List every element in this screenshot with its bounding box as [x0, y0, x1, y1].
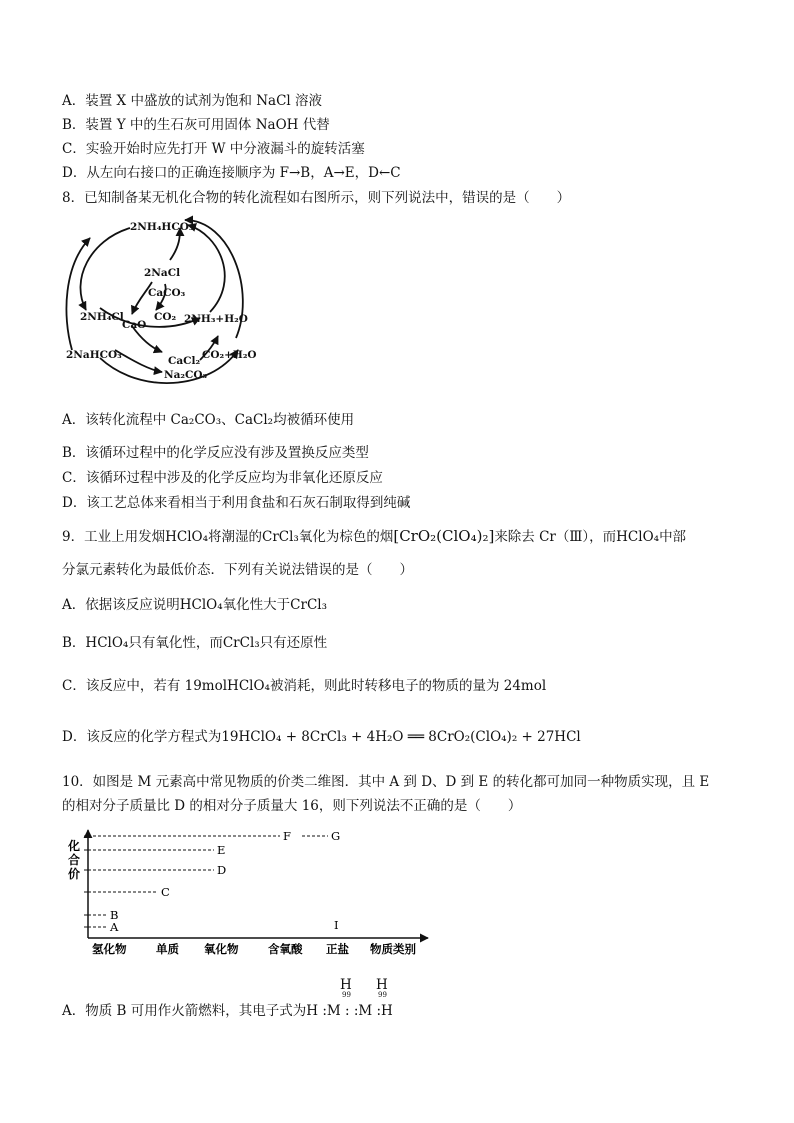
point-d: D [217, 863, 227, 877]
q10-stem-line2: 的相对分子质量比 D 的相对分子质量大 16，则下列说法不正确的是（ ） [62, 798, 522, 814]
label-na2co3: Na₂CO₃ [164, 369, 208, 381]
label-2nacl: 2NaCl [144, 267, 181, 279]
electron-formula-dots-1: 99 [342, 991, 351, 999]
q9-option-a: A．依据该反应说明HClO₄氧化性大于CrCl₃ [62, 597, 327, 613]
electron-formula-h-top-2: H [376, 977, 388, 993]
category-element: 单质 [156, 942, 179, 956]
electron-formula-h-top-1: H [340, 977, 352, 993]
arrow-nahco3-to-na2co3 [115, 350, 162, 372]
arrow-loop-outer [66, 238, 90, 350]
category-axis-title: 物质类别 [370, 942, 416, 956]
q9-option-c: C．该反应中，若有 19molHClO₄被消耗，则此时转移电子的物质的量为 24mol [62, 678, 547, 694]
arrow-nh3-to-nh4hco3 [188, 225, 225, 312]
point-b: B [110, 908, 119, 922]
q7-option-c: C．实验开始时应先打开 W 中分液漏斗的旋转活塞 [62, 141, 365, 157]
q8-option-a: A．该转化流程中 Ca₂CO₃、CaCl₂均被循环使用 [62, 412, 355, 428]
point-c: C [161, 885, 170, 899]
point-i: I [334, 918, 339, 932]
q10-valence-class-chart [62, 826, 432, 956]
point-f: F [283, 829, 291, 843]
label-2nahco3: 2NaHCO₃ [66, 349, 122, 361]
label-cacl2: CaCl₂ [168, 355, 201, 367]
category-hydride: 氢化物 [92, 942, 127, 956]
q8-stem: 8．已知制备某无机化合物的转化流程如右图所示，则下列说法中，错误的是（ ） [62, 190, 571, 206]
category-oxide: 氧化物 [204, 942, 239, 956]
q8-cycle-diagram [60, 210, 260, 390]
q9-stem-line1: 9．工业上用发烟HClO₄将潮湿的CrCl₃氧化为棕色的烟[CrO₂(ClO₄)₂]来除去 Cr（Ⅲ），而HClO₄中部 [62, 527, 687, 545]
point-e: E [217, 843, 226, 857]
q10-option-a: A．物质 B 可用作火箭燃料，其电子式为H :M : :M :H [62, 1003, 393, 1019]
electron-formula: H :M : :M :H [306, 1003, 393, 1019]
label-2nh3-h2o: 2NH₃+H₂O [184, 313, 248, 325]
q8-option-c: C．该循环过程中涉及的化学反应均为非氧化还原反应 [62, 470, 383, 486]
q9-stem-line2: 分氯元素转化为最低价态．下列有关说法错误的是（ ） [62, 562, 413, 578]
q8-option-b: B．该循环过程中的化学反应没有涉及置换反应类型 [62, 445, 369, 461]
q7-option-d: D．从左向右接口的正确连接顺序为 F→B，A→E，D←C [62, 165, 401, 181]
q7-option-b: B．装置 Y 中的生石灰可用固体 NaOH 代替 [62, 117, 330, 133]
point-g: G [331, 829, 341, 843]
point-a: A [110, 920, 119, 934]
category-oxyacid: 含氧酸 [268, 942, 303, 956]
q9-option-b: B．HClO₄只有氧化性，而CrCl₃只有还原性 [62, 635, 328, 651]
label-co2-h2o: CO₂+H₂O [202, 349, 257, 361]
q9-option-d: D．该反应的化学方程式为19HClO₄ + 8CrCl₃ + 4H₂O ══ 8CrO₂(ClO₄)₂ + 27HCl [62, 729, 581, 745]
electron-formula-dots-2: 99 [378, 991, 387, 999]
ylabel-char-1: 化 [68, 839, 81, 853]
label-co2: CO₂ [154, 311, 177, 323]
q7-option-a: A．装置 X 中盛放的试剂为饱和 NaCl 溶液 [62, 93, 323, 109]
ylabel-char-3: 价 [68, 867, 81, 881]
q10-stem-line1: 10．如图是 M 元素高中常见物质的价类二维图．其中 A 到 D、D 到 E 的转化都可加同一种物质实现，且 E [62, 774, 710, 790]
label-caco3: CaCO₃ [148, 287, 186, 299]
label-cao: CaO [122, 319, 147, 331]
label-2nh4cl: 2NH₄Cl [80, 311, 124, 323]
q8-option-d: D．该工艺总体来看相当于利用食盐和石灰石制取得到纯碱 [62, 495, 411, 511]
ylabel-char-2: 合 [68, 853, 81, 867]
label-2nh4hco3: 2NH₄HCO₃ [130, 221, 194, 233]
category-normal-salt: 正盐 [326, 942, 349, 956]
